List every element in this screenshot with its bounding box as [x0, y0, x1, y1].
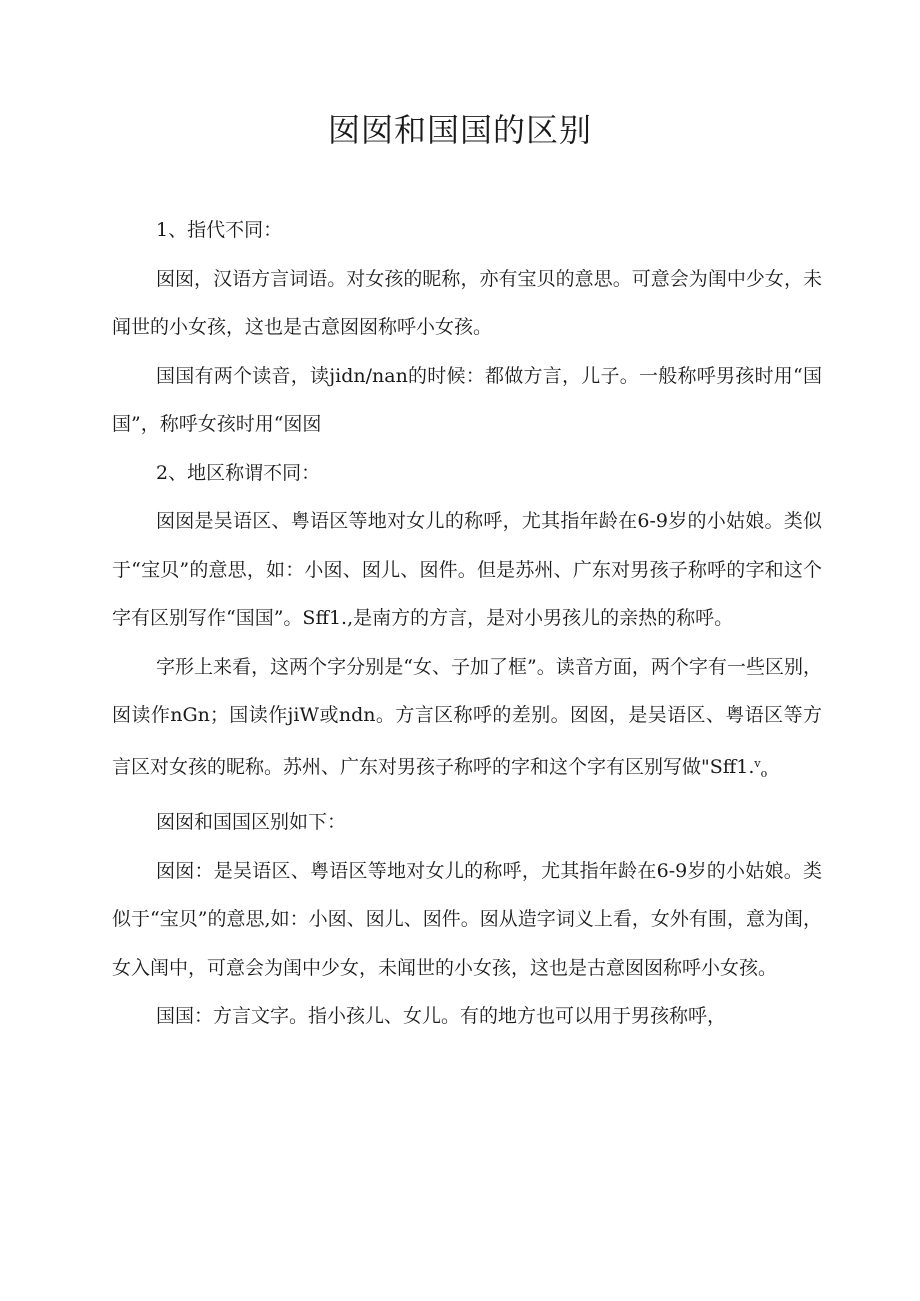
paragraph: 囡囡，汉语方言词语。对女孩的昵称，亦有宝贝的意思。可意会为闺中少女，未闻世的小女孩，这也是古意囡囡称呼小女孩。 — [112, 267, 822, 338]
superscript-mark: v — [754, 756, 761, 770]
paragraph — [112, 643, 822, 799]
paragraph-heading-2: 2、地区称谓不同： — [156, 461, 321, 484]
paragraph: 囡囡：是吴语区、粤语区等地对女儿的称呼，尤其指年龄在6-9岁的小姑娘。类似于“宝贝”的意思,如：小囡、囡儿、囡件。囡从造字词义上看，女外有围，意为闺，女入闺中，可意会为闺中少女，未闻世的小女孩，这也是古意囡囡称呼小女孩。 — [112, 859, 822, 979]
paragraph-text: 字形上来看，这两个字分别是“女、子加了框”。读音方面，两个字有一些区别，囡读作nGn；国读作jiW或ndn。方言区称呼的差别。囡囡，是吴语区、粤语区等方言区对女孩的昵称。苏州、广东对男孩子称呼的字和这个字有区别写做"Sff1. — [112, 655, 822, 778]
paragraph: 囡囡和国国区别如下： — [156, 811, 347, 833]
paragraph: 囡囡是吴语区、粤语区等地对女儿的称呼，尤其指年龄在6-9岁的小姑娘。类似于“宝贝”的意思，如：小囡、囡儿、囡件。但是苏州、广东对男孩子称呼的字和这个字有区别写作“国国”。Sff1.,是南方的方言，是对小男孩儿的亲热的称呼。 — [112, 510, 822, 629]
subscript-mark: o — [760, 766, 768, 780]
paragraph: 国国有两个读音，读jidn/nan的时候：都做方言，儿子。一般称呼男孩时用“国国”，称呼女孩时用“囡囡 — [112, 364, 822, 435]
document-title: 囡囡和国国的区别 — [327, 111, 592, 149]
paragraph-heading-1: 1、指代不同： — [156, 219, 283, 241]
paragraph: 国国：方言文字。指小孩儿、女儿。有的地方也可以用于男孩称呼， — [156, 1005, 727, 1027]
document-body — [112, 206, 822, 1041]
